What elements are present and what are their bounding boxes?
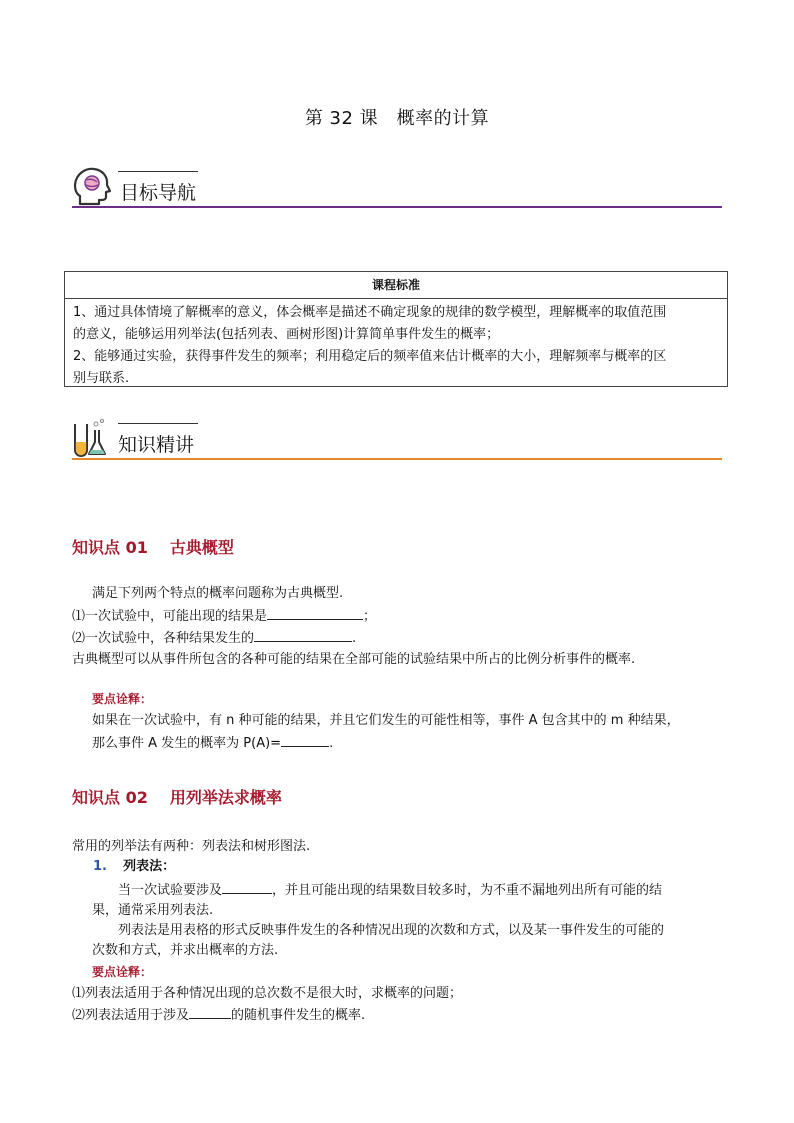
paragraph: 果，通常采用列表法. bbox=[92, 903, 214, 918]
standard-line: 的意义，能够运用列举法(包括列表、画树形图)计算简单事件发生的概率； bbox=[73, 327, 500, 342]
note-text: 如果在一次试验中，有 n 种可能的结果，并且它们发生的可能性相等，事件 A 包含其中的 m 种结果， bbox=[92, 713, 680, 728]
list-item-text: ⑴一次试验中，可能出现的结果是 bbox=[72, 609, 268, 624]
answer-blank[interactable] bbox=[189, 1005, 231, 1019]
answer-blank[interactable] bbox=[267, 606, 363, 620]
list-item-text: . bbox=[352, 631, 357, 646]
sub-title: 列表法： bbox=[123, 859, 176, 874]
paragraph: 列表法是用表格的形式反映事件发生的各种情况出现的次数和方式，以及某一事件发生的可能的 bbox=[118, 923, 665, 938]
paragraph: 次数和方式，并求出概率的方法. bbox=[92, 943, 279, 958]
brain-head-icon bbox=[72, 166, 112, 208]
list-item-text: ； bbox=[363, 609, 377, 624]
section-top-line bbox=[118, 423, 198, 424]
subheading bbox=[93, 857, 175, 877]
section-top-line bbox=[118, 171, 198, 172]
paragraph bbox=[118, 880, 662, 901]
answer-blank[interactable] bbox=[222, 880, 272, 894]
table-header: 课程标准 bbox=[65, 272, 727, 299]
table-body bbox=[73, 302, 719, 390]
section-rule bbox=[72, 206, 722, 208]
section-rule bbox=[72, 458, 722, 460]
paragraph: 古典概型可以从事件所包含的各种可能的结果在全部可能的试验结果中所占的比例分析事件的概率. bbox=[72, 652, 636, 667]
note-text bbox=[92, 733, 333, 754]
note-label: 要点诠释： bbox=[92, 692, 153, 706]
page-title: 第 32 课 概率的计算 bbox=[304, 108, 490, 129]
answer-blank[interactable] bbox=[254, 628, 352, 642]
paragraph-part: ，并且可能出现的结果数目较多时，为不重不漏地列出所有可能的结 bbox=[272, 883, 663, 898]
note-text-part: 的随机事件发生的概率. bbox=[231, 1008, 366, 1023]
kp-name: 用列举法求概率 bbox=[169, 788, 282, 807]
answer-blank[interactable] bbox=[281, 733, 329, 747]
list-item-text: ⑵一次试验中，各种结果发生的 bbox=[72, 631, 255, 646]
note-label: 要点诠释： bbox=[92, 965, 153, 979]
standard-line: 1、通过具体情境了解概率的意义，体会概率是描述不确定现象的规律的数学模型，理解概率的取值范围 bbox=[73, 305, 667, 320]
note-text: ⑴列表法适用于各种情况出现的总次数不是很大时，求概率的问题； bbox=[72, 986, 463, 1001]
kp-number: 知识点 02 bbox=[72, 788, 148, 807]
list-item bbox=[72, 606, 376, 627]
note-text bbox=[72, 1005, 365, 1026]
standard-line: 别与联系. bbox=[73, 371, 130, 386]
paragraph-part: 当一次试验要涉及 bbox=[118, 883, 223, 898]
knowledge-point-2-title bbox=[72, 785, 282, 808]
section-heading-knowledge: 知识精讲 bbox=[118, 434, 195, 456]
note-text-part: ⑵列表法适用于涉及 bbox=[72, 1008, 190, 1023]
standard-line: 2、能够通过实验，获得事件发生的频率；利用稳定后的频率值来估计概率的大小，理解频率与概率的区 bbox=[73, 349, 667, 364]
note-text-part: 那么事件 A 发生的概率为 P(A)= bbox=[92, 736, 282, 751]
paragraph: 常用的列举法有两种：列表法和树形图法. bbox=[72, 839, 311, 854]
list-item bbox=[72, 628, 356, 649]
kp-name: 古典概型 bbox=[169, 538, 234, 557]
note-text-part: . bbox=[329, 736, 334, 751]
paragraph: 满足下列两个特点的概率问题称为古典概型. bbox=[92, 586, 344, 601]
lab-flask-icon bbox=[70, 418, 110, 460]
section-heading-goals: 目标导航 bbox=[120, 182, 197, 204]
curriculum-standard-table bbox=[64, 271, 728, 387]
sub-number: 1. bbox=[93, 859, 107, 874]
kp-number: 知识点 01 bbox=[72, 538, 148, 557]
knowledge-point-1-title bbox=[72, 535, 234, 558]
